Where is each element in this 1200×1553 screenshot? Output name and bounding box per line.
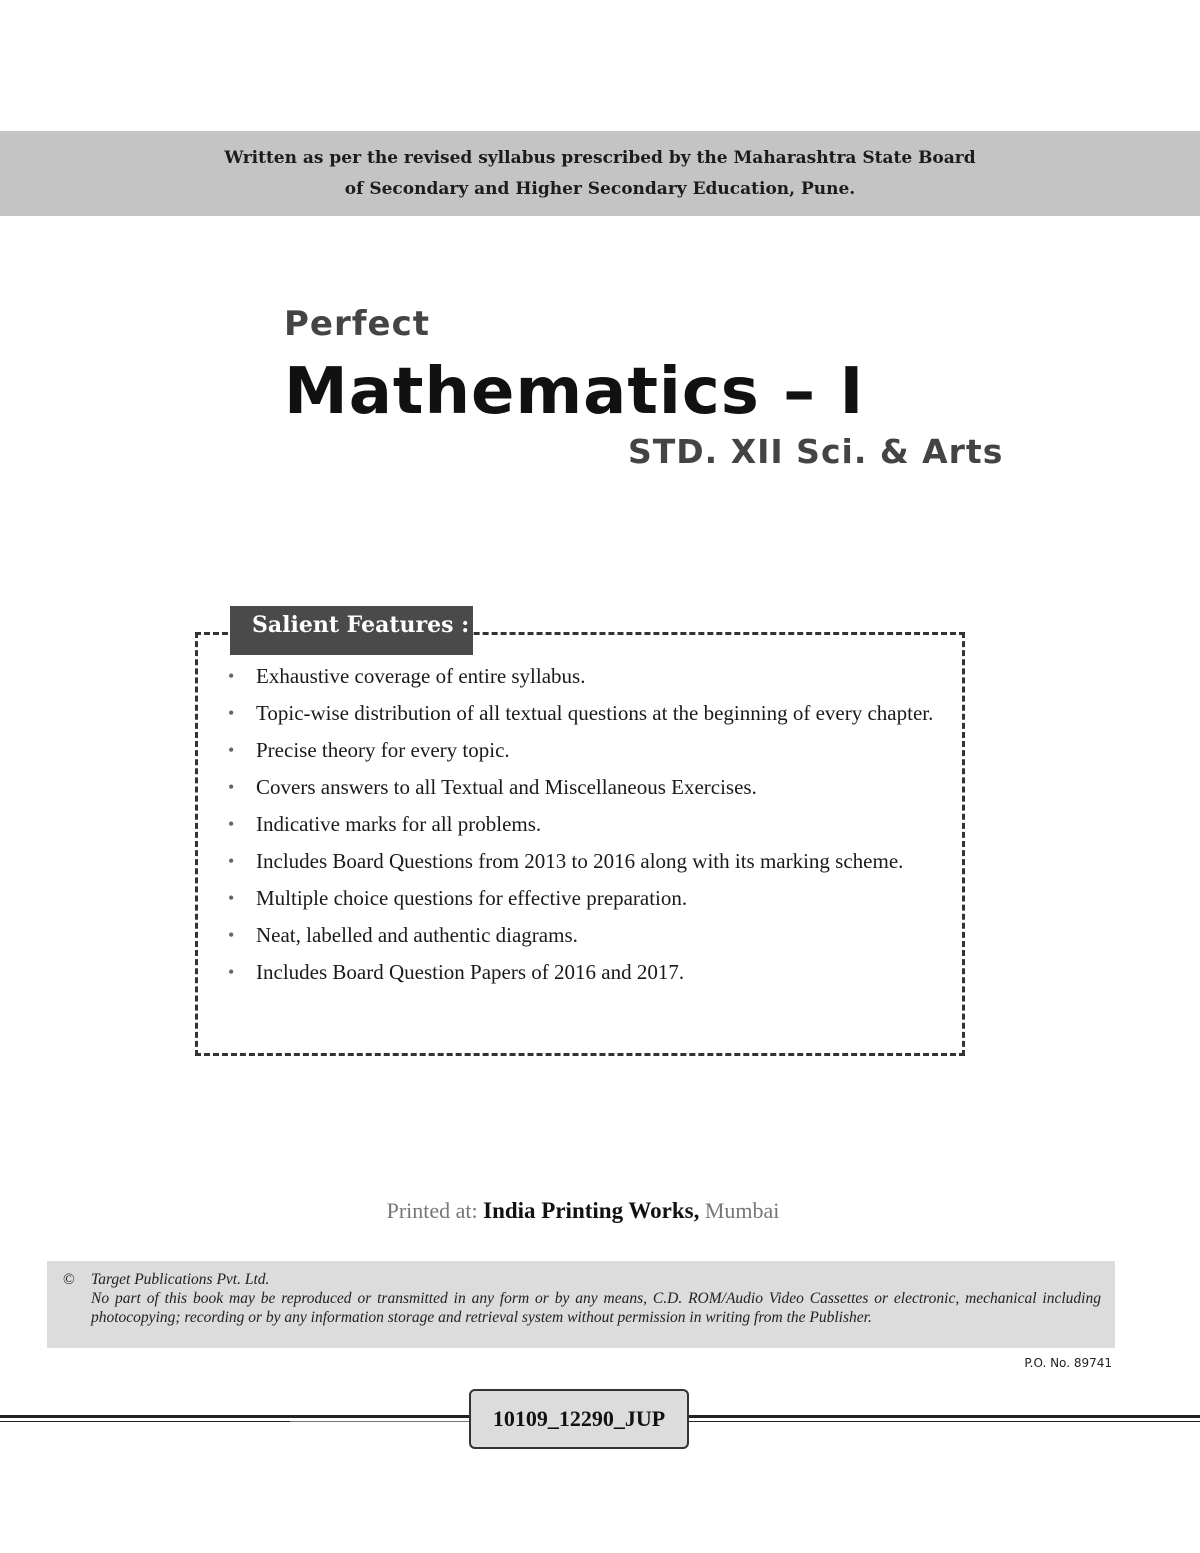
footer-rule-right-thin [689,1421,1200,1422]
feature-text: Topic-wise distribution of all textual questions at the beginning of every chapter. [256,701,934,725]
syllabus-banner [0,131,1200,216]
bullet-icon: • [228,814,235,834]
footer-rule-left-thin-2 [290,1421,469,1422]
printer-line [0,1198,1166,1224]
features-heading: Salient Features : [230,606,473,655]
bullet-icon: • [228,703,235,723]
printer-city: Mumbai [704,1198,780,1223]
feature-item [228,845,940,877]
title-prefix: Perfect [284,304,431,344]
feature-text: Indicative marks for all problems. [256,812,542,836]
feature-item [228,660,940,692]
footer-rule-right-thick [689,1415,1200,1418]
feature-item [228,919,940,951]
feature-item [228,771,940,803]
feature-text: Multiple choice questions for effective preparation. [256,886,688,910]
bullet-icon: • [228,925,235,945]
feature-item [228,734,940,766]
copyright-text: No part of this book may be reproduced or transmitted in any form or by any means, C.D. ROM/Audio Video Cassettes or electronic, mechanical including photocopying; recording or by any information storage and retrieval system without permission in writing from the Publisher. [91,1290,1101,1326]
syllabus-line-1: Written as per the revised syllabus prescribed by the Maharashtra State Board [224,147,976,168]
bullet-icon: • [228,777,235,797]
feature-item [228,808,940,840]
syllabus-line-2: of Secondary and Higher Secondary Education, Pune. [344,178,856,199]
bullet-icon: • [228,962,235,982]
feature-text: Exhaustive coverage of entire syllabus. [256,664,586,688]
footer-rule-left-thin [0,1421,290,1422]
printer-name: India Printing Works, [483,1198,700,1223]
po-number: P.O. No. 89741 [1024,1356,1112,1370]
feature-item [228,956,940,988]
bullet-icon: • [228,666,235,686]
book-subtitle: STD. XII Sci. & Arts [628,432,1004,471]
bullet-icon: • [228,888,235,908]
feature-text: Includes Board Questions from 2013 to 2016 along with its marking scheme. [256,849,904,873]
feature-item [228,697,940,729]
features-list [228,660,940,993]
footer-rule-left-thick [0,1415,469,1418]
feature-text: Precise theory for every topic. [256,738,510,762]
copyright-icon: © [63,1271,75,1288]
book-title: Mathematics – I [284,355,865,429]
feature-text: Neat, labelled and authentic diagrams. [256,923,578,947]
bullet-icon: • [228,851,235,871]
bullet-icon: • [228,740,235,760]
book-code-badge: 10109_12290_JUP [469,1389,689,1449]
printer-label: Printed at: [386,1198,478,1223]
feature-text: Covers answers to all Textual and Miscellaneous Exercises. [256,775,757,799]
copyright-holder: Target Publications Pvt. Ltd. [91,1271,270,1288]
title-block [284,300,1044,432]
copyright-notice [47,1261,1115,1348]
feature-item [228,882,940,914]
feature-text: Includes Board Question Papers of 2016 and 2017. [256,960,685,984]
